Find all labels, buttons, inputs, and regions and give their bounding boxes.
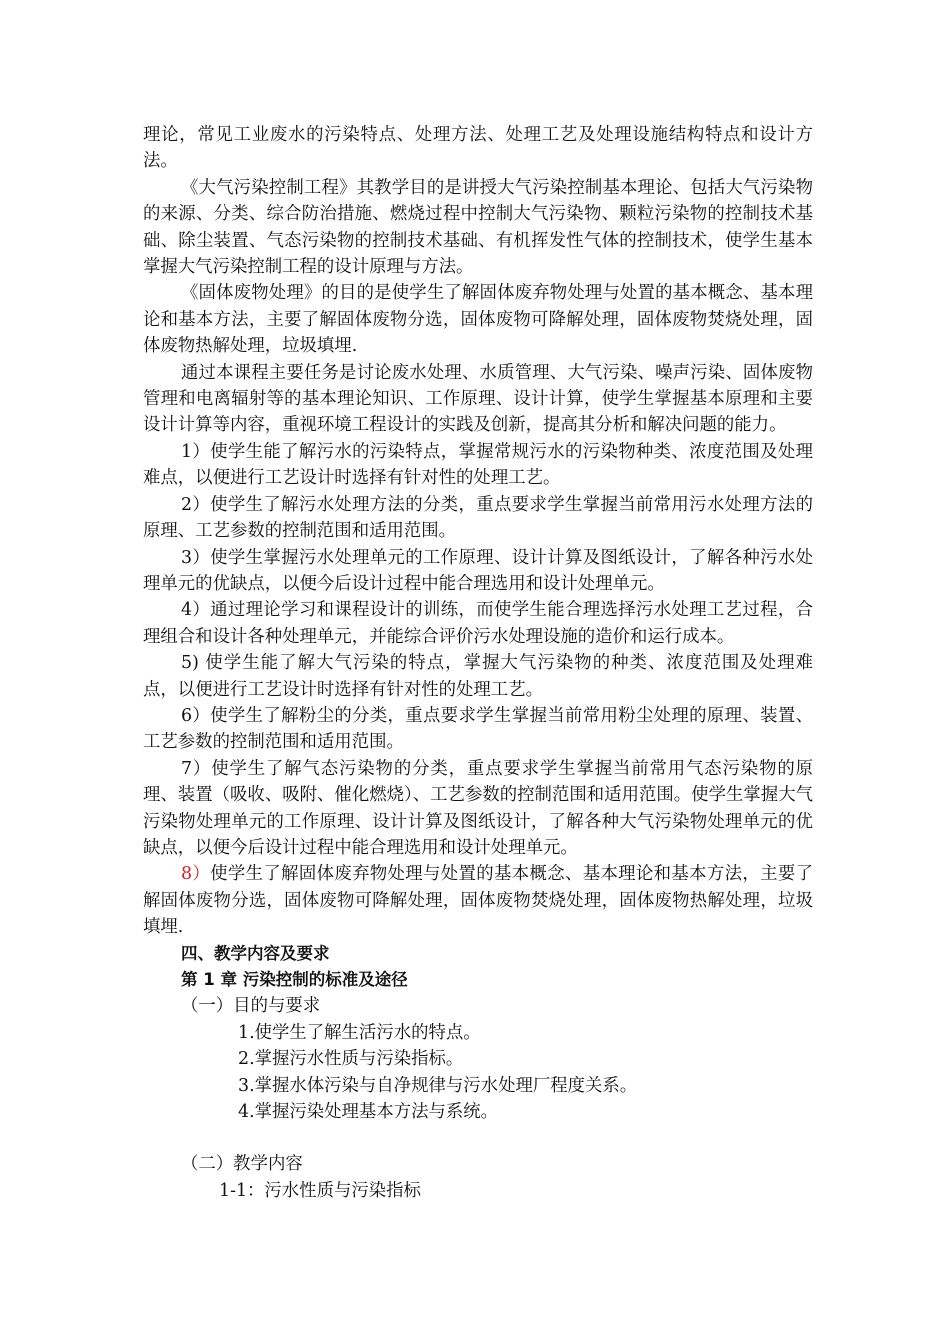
objective-8-number: 8） <box>181 864 211 885</box>
objective-6: 6）使学生了解粉尘的分类，重点要求学生掌握当前常用粉尘处理的原理、装置、工艺参数的控制范围和适用范围。 <box>143 705 813 753</box>
paragraph-air-pollution: 《大气污染控制工程》其教学目的是讲授大气污染控制基本理论、包括大气污染物的来源、分类、综合防治措施、燃烧过程中控制大气污染物、颗粒污染物的控制技术基础、除尘装置、气态污染物的控制技术基础、有机挥发性气体的控制技术，使学生基本掌握大气污染控制工程的设计原理与方法。 <box>143 177 813 278</box>
subsection-goals-heading: （一）目的与要求 <box>181 996 321 1017</box>
objective-5: 5) 使学生能了解大气污染的特点，掌握大气污染物的种类、浓度范围及处理难点，以便进行工艺设计时选择有针对性的处理工艺。 <box>143 653 813 700</box>
objective-8 <box>143 861 813 940</box>
objective-3: 3）使学生掌握污水处理单元的工作原理、设计计算及图纸设计，了解各种污水处理单元的优缺点，以便今后设计过程中能合理选用和设计处理单元。 <box>143 547 813 594</box>
goal-item: 3.掌握水体污染与自净规律与污水处理厂程度关系。 <box>238 1075 638 1096</box>
objective-7: 7）使学生了解气态污染物的分类，重点要求学生掌握当前常用气态污染物的原理、装置（吸收、吸附、催化燃烧）、工艺参数的控制范围和适用范围。使学生掌握大气污染物处理单元的工作原理、设计计算及图纸设计，了解各种大气污染物处理单元的优缺点，以便今后设计过程中能合理选用和设计处理单元。 <box>143 758 813 858</box>
subsection-content-heading: （二）教学内容 <box>181 1154 303 1175</box>
goal-item: 4.掌握污染处理基本方法与系统。 <box>238 1102 499 1123</box>
goal-item: 2.掌握污水性质与污染指标。 <box>238 1049 464 1070</box>
paragraph-continuation: 理论，常见工业废水的污染特点、处理方法、处理工艺及处理设施结构特点和设计方法。 <box>143 125 813 172</box>
objective-4: 4）通过理论学习和课程设计的训练，而使学生能合理选择污水处理工艺过程，合理组合和设计各种处理单元，并能综合评价污水处理设施的造价和运行成本。 <box>143 600 813 647</box>
paragraph-solid-waste: 《固体废物处理》的目的是使学生了解固体废弃物处理与处置的基本概念、基本理论和基本方法，主要了解固体废物分选，固体废物可降解处理，固体废物焚烧处理，固体废物热解处理，垃圾填埋. <box>143 283 813 357</box>
blank-line <box>143 1125 813 1151</box>
objective-2: 2）使学生了解污水处理方法的分类，重点要求学生掌握当前常用污水处理方法的原理、工艺参数的控制范围和适用范围。 <box>143 494 813 542</box>
goal-item: 1.使学生了解生活污水的特点。 <box>238 1022 481 1043</box>
objective-8-text: 使学生了解固体废弃物处理与处置的基本概念、基本理论和基本方法，主要了解固体废物分选，固体废物可降解处理，固体废物焚烧处理，固体废物热解处理，垃圾填埋. <box>143 864 813 938</box>
content-item: 1-1：污水性质与污染指标 <box>219 1180 421 1201</box>
document-body <box>143 122 813 1204</box>
chapter-heading: 第 1 章 污染控制的标准及途径 <box>181 970 408 989</box>
paragraph-course-task: 通过本课程主要任务是讨论废水处理、水质管理、大气污染、噪声污染、固体废物管理和电离辐射等的基本理论知识、工作原理、设计计算，使学生掌握基本原理和主要设计计算等内容，重视环境工程设计的实践及创新，提高其分析和解决问题的能力。 <box>143 362 813 436</box>
section-heading: 四、教学内容及要求 <box>181 943 330 963</box>
objective-1: 1）使学生能了解污水的污染特点，掌握常规污水的污染物种类、浓度范围及处理难点，以便进行工艺设计时选择有针对性的处理工艺。 <box>143 441 813 489</box>
